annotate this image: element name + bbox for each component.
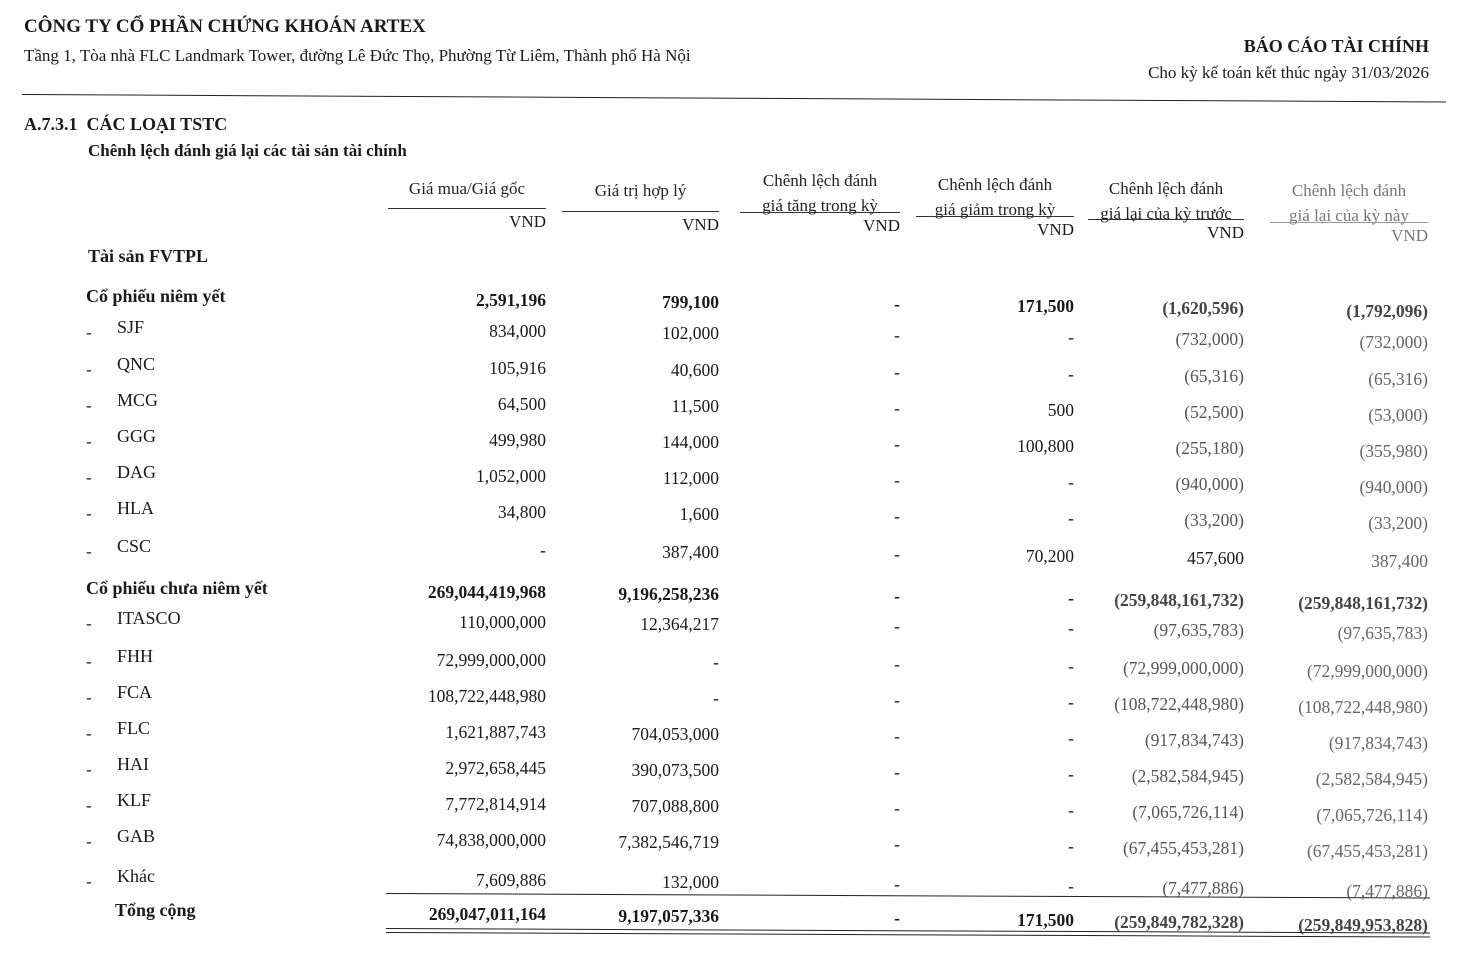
- table-cell: -: [894, 874, 900, 894]
- section-subtitle: Chênh lệch đánh giá lại các tài sản tài chính: [88, 141, 407, 160]
- table-cell: (2,582,584,945): [1131, 766, 1244, 786]
- table-cell: -: [894, 834, 900, 854]
- table-cell: (67,455,453,281): [1306, 841, 1428, 861]
- column-unit: VND: [1391, 226, 1428, 245]
- row-label: DAG: [117, 462, 156, 482]
- total-cell: (259,849,782,328): [1114, 912, 1244, 932]
- column-unit: VND: [1037, 220, 1074, 239]
- table-cell: -: [1068, 364, 1074, 384]
- table-cell: (97,635,783): [1337, 623, 1428, 643]
- table-cell: -: [1068, 728, 1074, 748]
- table-cell: -: [1068, 656, 1074, 676]
- table-cell: (1,792,096): [1346, 301, 1428, 321]
- column-header-line1: Giá mua/Giá gốc: [408, 179, 526, 198]
- row-label: GAB: [117, 826, 156, 846]
- table-cell: -: [540, 540, 546, 560]
- table-cell: (7,065,726,114): [1132, 802, 1244, 822]
- table-cell: 1,621,887,743: [445, 722, 546, 742]
- row-bullet: -: [86, 724, 92, 743]
- table-cell: 2,972,658,445: [445, 758, 546, 778]
- column-header-rule: [740, 212, 900, 213]
- column-header-6: [1270, 178, 1428, 228]
- column-unit: VND: [509, 212, 546, 231]
- column-header-4: [916, 172, 1074, 222]
- row-bullet: -: [86, 360, 92, 379]
- table-cell: (259,848,161,732): [1114, 590, 1244, 610]
- table-cell: (732,000): [1175, 329, 1244, 349]
- table-cell: -: [894, 398, 900, 418]
- table-cell: -: [1068, 800, 1074, 820]
- table-cell: -: [894, 798, 900, 818]
- table-cell: (7,477,886): [1346, 881, 1428, 901]
- table-cell: (65,316): [1184, 366, 1244, 386]
- table-cell: -: [894, 434, 900, 454]
- row-bullet: -: [86, 432, 92, 451]
- total-cell: 269,047,011,164: [428, 904, 546, 924]
- column-header-rule: [916, 216, 1074, 217]
- table-cell: 457,600: [1187, 548, 1244, 568]
- company-address: Tầng 1, Tòa nhà FLC Landmark Tower, đường Lê Đức Thọ, Phường Từ Liêm, Thành phố Hà Nội: [24, 46, 691, 65]
- section-heading: [24, 114, 227, 135]
- column-header-2: [562, 178, 719, 203]
- table-cell: 799,100: [662, 292, 719, 312]
- table-cell: 7,609,886: [476, 870, 546, 890]
- table-cell: 112,000: [662, 468, 719, 488]
- table-cell: (53,000): [1368, 405, 1428, 425]
- table-cell: -: [1068, 472, 1074, 492]
- group-label-fvtpl: Tài sản FVTPL: [88, 246, 209, 266]
- row-bullet: -: [86, 688, 92, 707]
- column-header-1: [388, 176, 546, 201]
- company-name: CÔNG TY CỔ PHẦN CHỨNG KHOÁN ARTEX: [24, 16, 426, 37]
- table-cell: 387,400: [1371, 551, 1428, 571]
- table-cell: 390,073,500: [631, 760, 719, 780]
- table-cell: 9,196,258,236: [618, 584, 719, 604]
- total-double-rule: [386, 928, 1430, 938]
- row-label: KLF: [117, 790, 152, 810]
- column-header-line1: Chênh lệch đánh: [1108, 179, 1224, 198]
- table-cell: -: [1068, 618, 1074, 638]
- table-cell: -: [894, 762, 900, 782]
- row-bullet: -: [86, 614, 92, 633]
- table-cell: 707,088,800: [631, 796, 719, 816]
- row-bullet: -: [86, 872, 92, 891]
- table-cell: 105,916: [489, 358, 546, 378]
- table-cell: (7,477,886): [1162, 878, 1244, 898]
- table-cell: (65,316): [1368, 369, 1428, 389]
- table-cell: 1,600: [679, 504, 719, 524]
- table-cell: -: [894, 294, 900, 314]
- table-cell: -: [894, 616, 900, 636]
- row-label: Cổ phiếu niêm yết: [86, 286, 226, 306]
- table-cell: -: [894, 362, 900, 382]
- table-cell: 64,500: [497, 394, 546, 414]
- table-cell: (72,999,000,000): [1122, 658, 1244, 678]
- section-code: A.7.3.1: [24, 114, 78, 134]
- column-unit: VND: [1207, 223, 1244, 242]
- table-cell: (33,200): [1368, 513, 1428, 533]
- row-label: HAI: [117, 754, 149, 774]
- table-cell: -: [894, 690, 900, 710]
- table-cell: 12,364,217: [640, 614, 719, 634]
- table-cell: 108,722,448,980: [427, 686, 546, 706]
- section-title: CÁC LOẠI TSTC: [86, 114, 228, 134]
- table-cell: 387,400: [662, 542, 719, 562]
- row-bullet: -: [86, 396, 92, 415]
- row-label: SJF: [117, 317, 145, 337]
- table-cell: -: [1068, 836, 1074, 856]
- column-header-line1: Chênh lệch đánh: [762, 171, 878, 190]
- table-cell: (940,000): [1175, 474, 1244, 494]
- table-cell: 34,800: [497, 502, 546, 522]
- row-bullet: -: [86, 542, 92, 561]
- table-cell: -: [1068, 508, 1074, 528]
- column-unit: VND: [682, 215, 719, 234]
- row-label: QNC: [117, 354, 156, 374]
- total-cell: (259,849,953,828): [1298, 915, 1428, 935]
- table-cell: 132,000: [662, 872, 719, 892]
- row-bullet: -: [86, 796, 92, 815]
- table-cell: (259,848,161,732): [1298, 593, 1428, 613]
- column-header-rule: [388, 208, 546, 209]
- table-cell: (72,999,000,000): [1306, 661, 1428, 681]
- column-header-rule: [1088, 219, 1244, 220]
- table-cell: 144,000: [662, 432, 719, 452]
- row-bullet: -: [86, 323, 92, 342]
- row-label: Cổ phiếu chưa niêm yết: [86, 578, 268, 598]
- table-cell: 834,000: [489, 321, 546, 341]
- row-label: ITASCO: [117, 608, 181, 628]
- table-cell: -: [894, 506, 900, 526]
- total-cell: 171,500: [1017, 910, 1074, 930]
- column-header-3: [740, 168, 900, 218]
- table-cell: 70,200: [1025, 546, 1074, 566]
- table-cell: -: [1068, 876, 1074, 896]
- row-label: FHH: [117, 646, 154, 666]
- table-cell: (108,722,448,980): [1298, 697, 1428, 717]
- table-cell: -: [713, 688, 719, 708]
- table-cell: 269,044,419,968: [427, 582, 546, 602]
- table-cell: 171,500: [1017, 296, 1074, 316]
- table-cell: -: [894, 470, 900, 490]
- table-cell: (940,000): [1359, 477, 1428, 497]
- report-title: BÁO CÁO TÀI CHÍNH: [1243, 36, 1429, 56]
- table-cell: 100,800: [1017, 436, 1074, 456]
- row-bullet: -: [86, 832, 92, 851]
- row-label: FLC: [117, 718, 151, 738]
- table-cell: 2,591,196: [476, 290, 546, 310]
- table-cell: 499,980: [489, 430, 546, 450]
- table-cell: -: [894, 726, 900, 746]
- table-cell: -: [894, 654, 900, 674]
- row-label: MCG: [117, 390, 159, 410]
- table-cell: (732,000): [1359, 332, 1428, 352]
- table-cell: -: [894, 544, 900, 564]
- column-header-line2: giá tăng trong kỳ: [762, 196, 878, 215]
- table-cell: (355,980): [1359, 441, 1428, 461]
- table-cell: (67,455,453,281): [1122, 838, 1244, 858]
- table-cell: (97,635,783): [1153, 620, 1244, 640]
- total-top-rule: [386, 893, 1430, 899]
- table-cell: (917,834,743): [1144, 730, 1244, 750]
- table-cell: -: [894, 325, 900, 345]
- column-header-line2: giá lại của kỳ trước: [1100, 204, 1232, 223]
- column-header-line1: Giá trị hợp lý: [594, 181, 687, 200]
- table-cell: 40,600: [670, 360, 719, 380]
- column-header-line2: giá lại của kỳ này: [1289, 206, 1409, 225]
- header-divider: [22, 94, 1446, 102]
- column-header-rule: [1270, 222, 1428, 223]
- table-cell: 72,999,000,000: [436, 650, 546, 670]
- row-label: GGG: [117, 426, 156, 446]
- total-cell: -: [894, 908, 900, 928]
- table-cell: -: [713, 652, 719, 672]
- table-cell: (2,582,584,945): [1315, 769, 1428, 789]
- table-cell: 102,000: [662, 323, 719, 343]
- column-header-line1: Chênh lệch đánh: [937, 175, 1053, 194]
- row-label: CSC: [117, 536, 152, 556]
- table-cell: (108,722,448,980): [1114, 694, 1244, 714]
- table-cell: -: [1068, 588, 1074, 608]
- total-label: Tổng cộng: [115, 900, 196, 920]
- column-header-line1: Chênh lệch đánh: [1291, 181, 1407, 200]
- table-cell: 704,053,000: [631, 724, 719, 744]
- report-period: Cho kỳ kế toán kết thúc ngày 31/03/2026: [1148, 63, 1429, 82]
- total-cell: 9,197,057,336: [618, 906, 719, 926]
- row-label: Khác: [117, 866, 155, 886]
- table-cell: 110,000,000: [459, 612, 546, 632]
- table-cell: (33,200): [1184, 510, 1244, 530]
- table-cell: 74,838,000,000: [436, 830, 546, 850]
- table-cell: -: [894, 586, 900, 606]
- table-cell: (917,834,743): [1328, 733, 1428, 753]
- column-header-line2: giá giảm trong kỳ: [934, 200, 1056, 219]
- column-header-rule: [562, 211, 719, 212]
- row-bullet: -: [86, 504, 92, 523]
- row-label: HLA: [117, 498, 154, 518]
- table-cell: 500: [1047, 400, 1074, 420]
- column-unit: VND: [863, 216, 900, 235]
- table-cell: 11,500: [671, 396, 719, 416]
- table-cell: 7,772,814,914: [445, 794, 546, 814]
- row-bullet: -: [86, 652, 92, 671]
- table-cell: -: [1068, 764, 1074, 784]
- table-cell: (1,620,596): [1162, 298, 1244, 318]
- row-bullet: -: [86, 468, 92, 487]
- table-cell: (52,500): [1184, 402, 1244, 422]
- table-cell: 7,382,546,719: [618, 832, 719, 852]
- row-bullet: -: [86, 760, 92, 779]
- table-cell: -: [1068, 327, 1074, 347]
- table-cell: (255,180): [1175, 438, 1244, 458]
- table-cell: 1,052,000: [476, 466, 546, 486]
- table-cell: -: [1068, 692, 1074, 712]
- table-cell: (7,065,726,114): [1316, 805, 1428, 825]
- row-label: FCA: [117, 682, 153, 702]
